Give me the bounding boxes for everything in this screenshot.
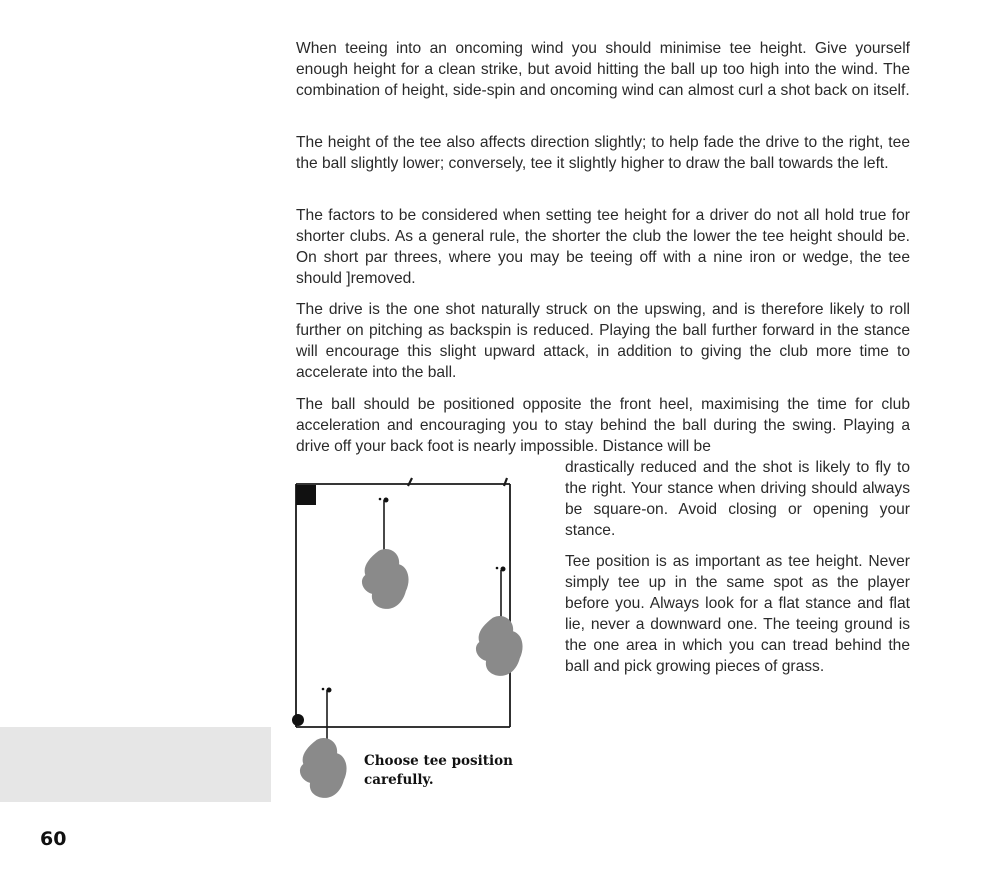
diagram-caption: Choose tee position carefully.	[364, 753, 513, 788]
tee-marker-ball	[292, 714, 304, 726]
body-paragraph: The height of the tee also affects direction slightly; to help fade the drive to the right, tee the ball slightly lower; conversely, tee it slightly higher to draw the ball towards the left.	[296, 134, 910, 172]
golfer-figure	[476, 567, 523, 676]
golfer-figure	[300, 688, 347, 798]
body-paragraph-continued: drastically reduced and the shot is likely to fly to the right. Your stance when driving should always be square-on. Avoid closing or opening your stance.	[565, 459, 910, 539]
body-paragraph: Tee position is as important as tee height. Never simply tee up in the same spot as the player before you. Always look for a flat stance and flat lie, never a downward one. The teeing ground is the one area in which you can tread behind the ball and pick growing pieces of grass.	[565, 553, 910, 675]
page-number: 60	[40, 828, 67, 850]
body-paragraph: The ball should be positioned opposite the front heel, maximising the time for club acceleration and encouraging you to stay behind the ball during the swing. Playing a drive off your back foot is nearly impossible. Distance will be	[296, 396, 910, 455]
golfer-figure	[362, 498, 409, 609]
tee-marker-square	[296, 485, 316, 505]
body-paragraph: The drive is the one shot naturally struck on the upswing, and is therefore likely to roll further on pitching as backspin is reduced. Playing the ball further forward in the stance will encourage this slight upward attack, in addition to giving the club more time to accelerate into the ball.	[296, 301, 910, 381]
body-paragraph: The factors to be considered when setting tee height for a driver do not all hold true for shorter clubs. As a general rule, the shorter the club the lower the tee height should be. On short par threes, where you may be teeing off with a nine iron or wedge, the tee should ]removed.	[296, 207, 910, 287]
decorative-grey-block	[0, 727, 271, 802]
body-paragraph: When teeing into an oncoming wind you should minimise tee height. Give yourself enough height for a clean strike, but avoid hitting the ball up too high into the wind. The combination of height, side-spin and oncoming wind can almost curl a shot back on itself.	[296, 40, 910, 99]
